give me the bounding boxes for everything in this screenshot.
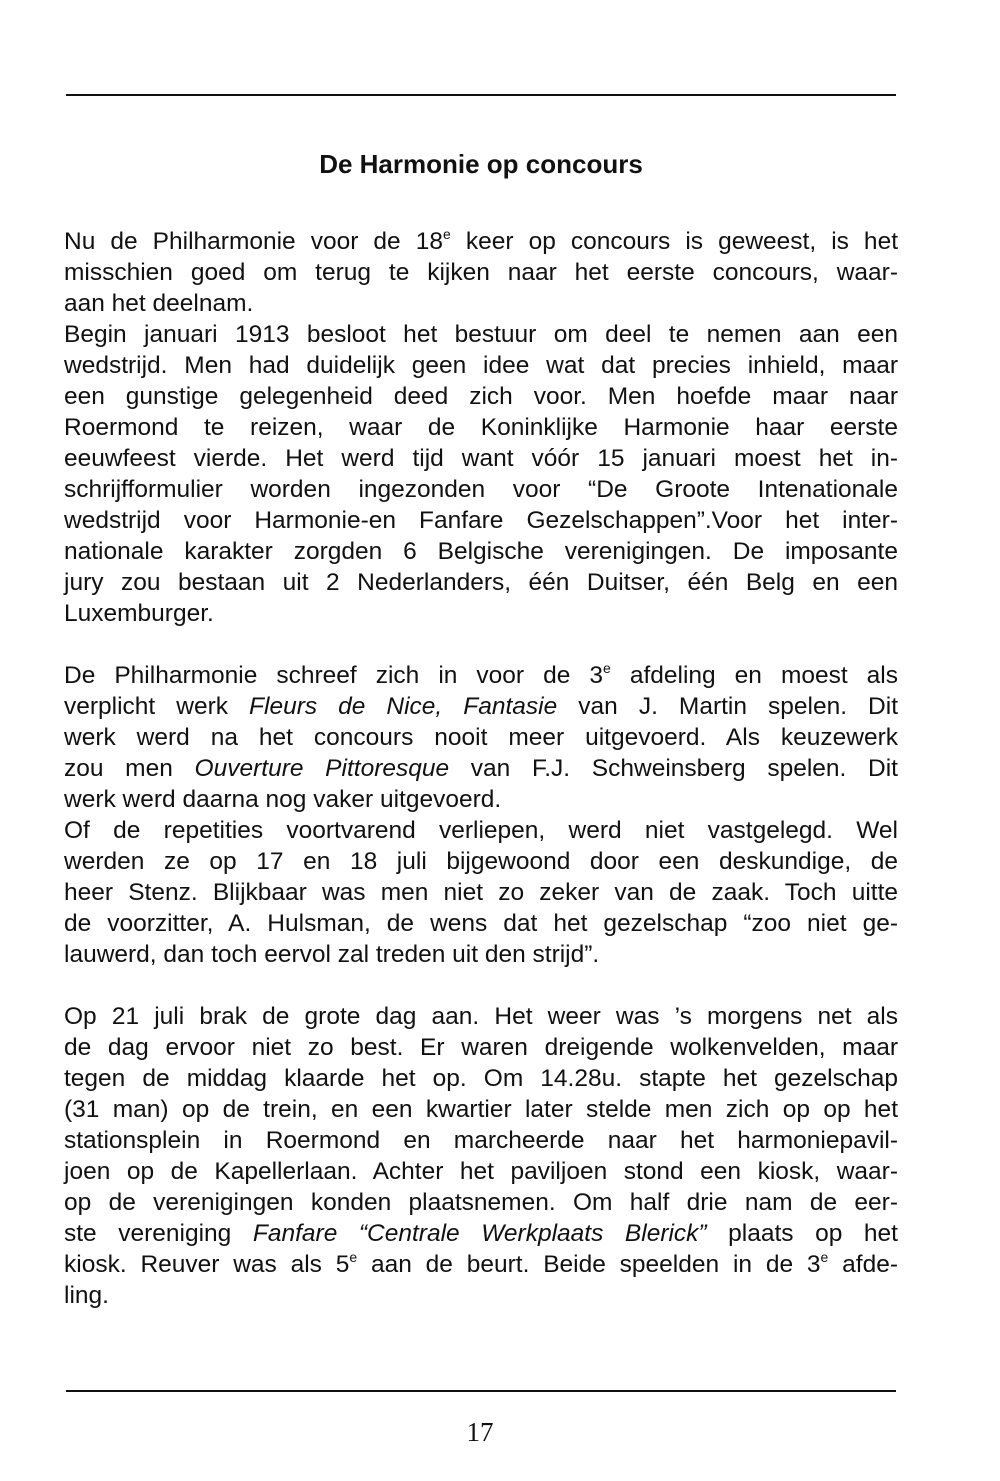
text-line: werden ze op 17 en 18 juli bijgewoond door een deskundige, de [64,848,898,875]
text-line: Op 21 juli brak de grote dag aan. Het weer was ’s morgens net als [64,1003,898,1030]
text-line: joen op de Kapellerlaan. Achter het paviljoen stond een kiosk, waar- [64,1158,898,1185]
text-line: Nu de Philharmonie voor de 18e keer op concours is geweest, is het [64,226,898,255]
paragraph-gap [64,970,898,1001]
text-line: de voorzitter, A. Hulsman, de wens dat het gezelschap “zoo niet ge- [64,910,898,937]
text-line: werk werd na het concours nooit meer uitgevoerd. Als keuzewerk [64,724,898,751]
bottom-rule [66,1390,896,1392]
text-line: Roermond te reizen, waar de Koninklijke Harmonie haar eerste [64,414,898,441]
paragraph [64,319,898,629]
text-line: De Philharmonie schreef zich in voor de 3e afdeling en moest als [64,660,898,689]
paragraph [64,660,898,815]
page-title: De Harmonie op concours [319,149,643,179]
text-line: zou men Ouverture Pittoresque van F.J. Schweinsberg spelen. Dit [64,755,898,782]
text-line: op de verenigingen konden plaatsnemen. Om half drie nam de eer- [64,1189,898,1216]
text-line: de dag ervoor niet zo best. Er waren dreigende wolkenvelden, maar [64,1034,898,1061]
text-line: aan het deelnam. [64,290,254,317]
text-line: Of de repetities voortvarend verliepen, werd niet vastgelegd. Wel [64,817,898,844]
paragraph-gap [64,629,898,660]
top-rule [66,94,896,96]
italic-title: Fanfare “Centrale Werkplaats Blerick” [252,1220,707,1247]
text-line: kiosk. Reuver was als 5e aan de beurt. Beide speelden in de 3e afde- [64,1249,898,1278]
text-line: werk werd daarna nog vaker uitgevoerd. [64,786,502,813]
text-line: nationale karakter zorgden 6 Belgische verenigingen. De imposante [64,538,898,565]
page-number: 17 [466,1417,494,1447]
text-line: Begin januari 1913 besloot het bestuur om deel te nemen aan een [64,321,898,348]
ordinal-superscript: e [443,226,451,242]
text-line: stationsplein in Roermond en marcheerde naar het harmoniepavil- [64,1127,898,1154]
italic-title: Ouverture Pittoresque [194,755,450,782]
text-line: wedstrijd voor Harmonie-en Fanfare Gezelschappen”.Voor het inter- [64,507,898,534]
text-line: Luxemburger. [64,600,214,627]
text-line: tegen de middag klaarde het op. Om 14.28u. stapte het gezelschap [64,1065,898,1092]
text-line: jury zou bestaan uit 2 Nederlanders, één Duitser, één Belg en een [64,569,898,596]
paragraph [64,1001,898,1311]
text-line: (31 man) op de trein, en een kwartier later stelde men zich op op het [64,1096,898,1123]
text-line: wedstrijd. Men had duidelijk geen idee wat dat precies inhield, maar [64,352,898,379]
text-line: verplicht werk Fleurs de Nice, Fantasie van J. Martin spelen. Dit [64,693,898,720]
text-line: misschien goed om terug te kijken naar het eerste concours, waar- [64,259,898,286]
paragraph [64,815,898,970]
body-text [64,226,898,1311]
paragraph [64,226,898,319]
text-line: eeuwfeest vierde. Het werd tijd want vóór 15 januari moest het in- [64,445,898,472]
ordinal-superscript: e [603,660,611,676]
text-line: lauwerd, dan toch eervol zal treden uit den strijd”. [64,941,600,968]
text-line: schrijfformulier worden ingezonden voor “De Groote Intenationale [64,476,898,503]
text-line: ste vereniging Fanfare “Centrale Werkplaats Blerick” plaats op het [64,1220,898,1247]
text-line: ling. [64,1282,109,1309]
text-line: een gunstige gelegenheid deed zich voor. Men hoefde maar naar [64,383,898,410]
text-line: heer Stenz. Blijkbaar was men niet zo zeker van de zaak. Toch uitte [64,879,898,906]
italic-title: Fleurs de Nice, Fantasie [249,693,558,720]
ordinal-superscript: e [820,1249,829,1265]
ordinal-superscript: e [349,1249,358,1265]
